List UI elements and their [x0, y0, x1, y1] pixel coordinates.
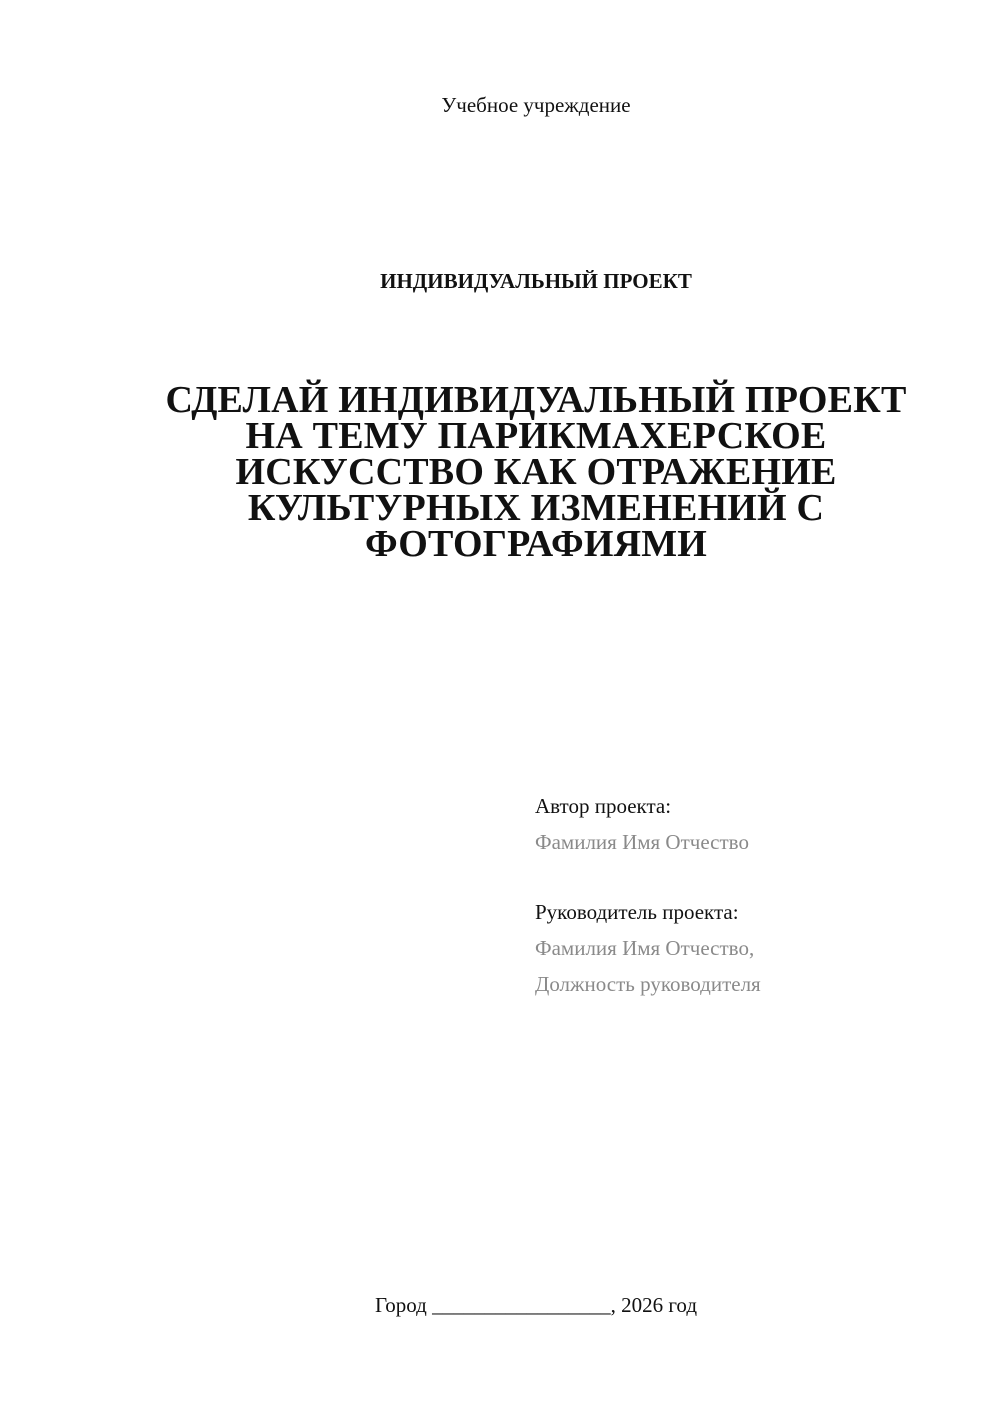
project-title-line: ИСКУССТВО КАК ОТРАЖЕНИЕ [235, 451, 837, 493]
project-title-line: НА ТЕМУ ПАРИКМАХЕРСКОЕ [245, 415, 827, 457]
project-title-line: ФОТОГРАФИЯМИ [364, 523, 708, 565]
project-credits [535, 788, 975, 1002]
institution-name: Учебное учреждение [441, 93, 631, 117]
city-year-line: Город _________________, 2026 год [374, 1293, 698, 1317]
supervisor-name: Фамилия Имя Отчество, [535, 936, 755, 960]
document-type: ИНДИВИДУАЛЬНЫЙ ПРОЕКТ [380, 269, 692, 293]
supervisor-position: Должность руководителя [535, 972, 761, 996]
project-title [140, 379, 932, 565]
author-label: Автор проекта: [535, 794, 672, 818]
supervisor-label: Руководитель проекта: [535, 900, 739, 924]
project-title-line: СДЕЛАЙ ИНДИВИДУАЛЬНЫЙ ПРОЕКТ [165, 379, 907, 421]
credits-spacer [535, 860, 975, 894]
author-name: Фамилия Имя Отчество [535, 830, 749, 854]
project-title-line: КУЛЬТУРНЫХ ИЗМЕНЕНИЙ С [247, 487, 825, 529]
